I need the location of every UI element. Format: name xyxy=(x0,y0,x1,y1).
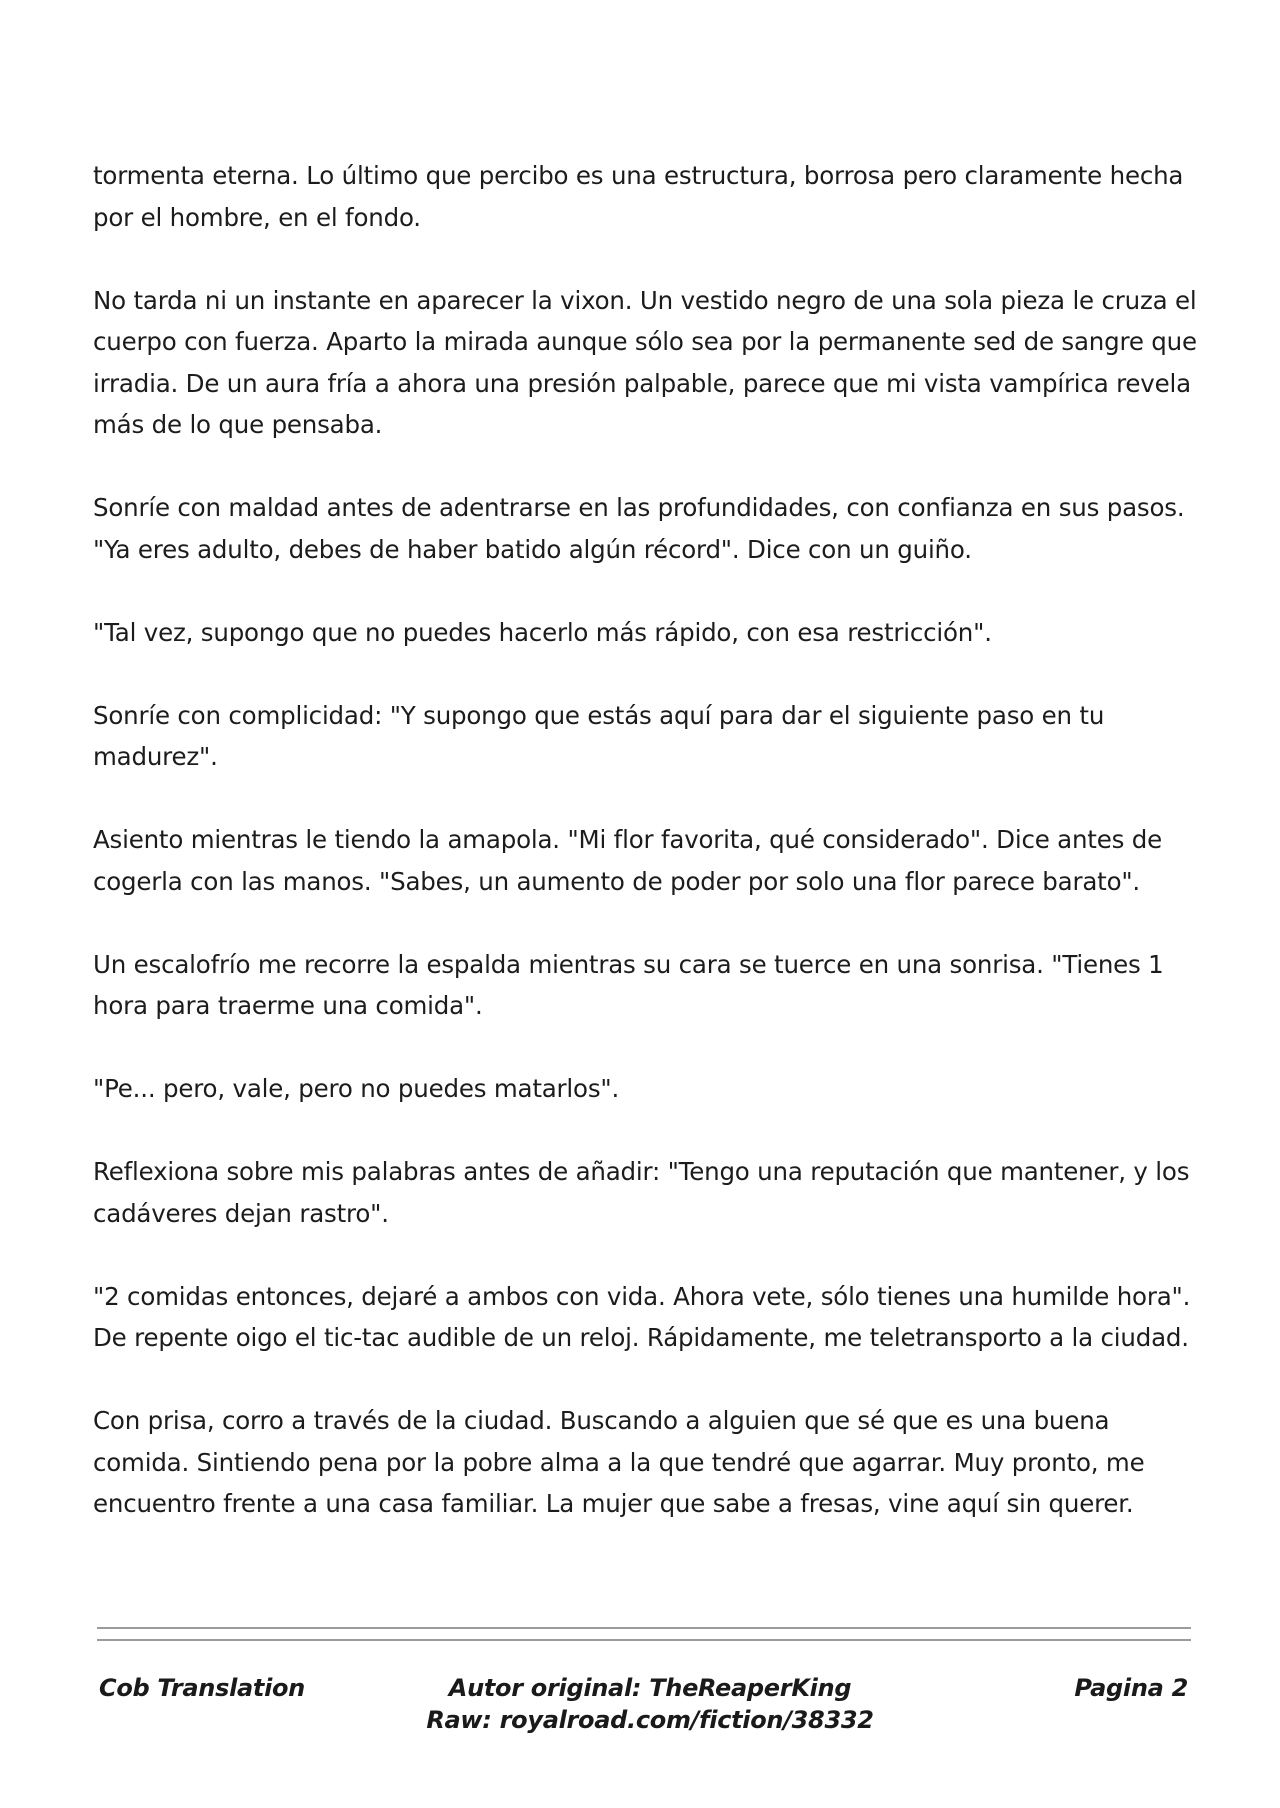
footer-divider xyxy=(97,1639,1191,1641)
paragraph: "2 comidas entonces, dejaré a ambos con vida. Ahora vete, sólo tienes una humilde hora". De repente oigo el tic-tac audible de un reloj. Rápidamente, me teletransporto a la ciudad. xyxy=(93,1281,1191,1352)
paragraph: Asiento mientras le tiendo la amapola. "Mi flor favorita, qué considerado". Dice antes de cogerla con las manos. "Sabes, un aumento de poder por solo una flor parece barato". xyxy=(93,825,1162,896)
paragraph: Sonríe con complicidad: "Y supongo que estás aquí para dar el siguiente paso en tu madurez". xyxy=(93,700,1105,771)
paragraph: "Pe... pero, vale, pero no puedes matarlos". xyxy=(93,1074,620,1103)
paragraph: Sonríe con maldad antes de adentrarse en las profundidades, con confianza en sus pasos. "Ya eres adulto, debes de haber batido algún récord". Dice con un guiño. xyxy=(93,493,1185,564)
paragraph: Reflexiona sobre mis palabras antes de añadir: "Tengo una reputación que mantener, y los cadáveres dejan rastro". xyxy=(93,1157,1190,1228)
paragraph: tormenta eterna. Lo último que percibo es una estructura, borrosa pero claramente hecha por el hombre, en el fondo. xyxy=(93,161,1184,232)
paragraph: Con prisa, corro a través de la ciudad. Buscando a alguien que sé que es una buena comida. Sintiendo pena por la pobre alma a la que tendré que agarrar. Muy pronto, me encuentro frente a una casa familiar. La mujer que sabe a fresas, vine aquí sin querer. xyxy=(93,1406,1145,1518)
paragraph: "Tal vez, supongo que no puedes hacerlo más rápido, con esa restricción". xyxy=(93,617,992,647)
body-text xyxy=(93,155,1203,1566)
footer-divider xyxy=(97,1627,1191,1629)
footer-original-author: Autor original: TheReaperKing xyxy=(448,1674,852,1702)
page-number: Pagina 2 xyxy=(1074,1674,1188,1702)
paragraph: No tarda ni un instante en aparecer la vixon. Un vestido negro de una sola pieza le cruza el cuerpo con fuerza. Aparto la mirada aunque sólo sea por la permanente sed de sangre que irradia. De un aura fría a ahora una presión palpable, parece que mi vista vampírica revela más de lo que pensaba. xyxy=(93,285,1197,439)
footer-credits xyxy=(340,1672,960,1736)
footer-raw-source: Raw: royalroad.com/fiction/38332 xyxy=(426,1706,874,1734)
footer-translator: Cob Translation xyxy=(99,1674,305,1702)
paragraph: Un escalofrío me recorre la espalda mientras su cara se tuerce en una sonrisa. "Tienes 1 hora para traerme una comida". xyxy=(93,949,1164,1020)
